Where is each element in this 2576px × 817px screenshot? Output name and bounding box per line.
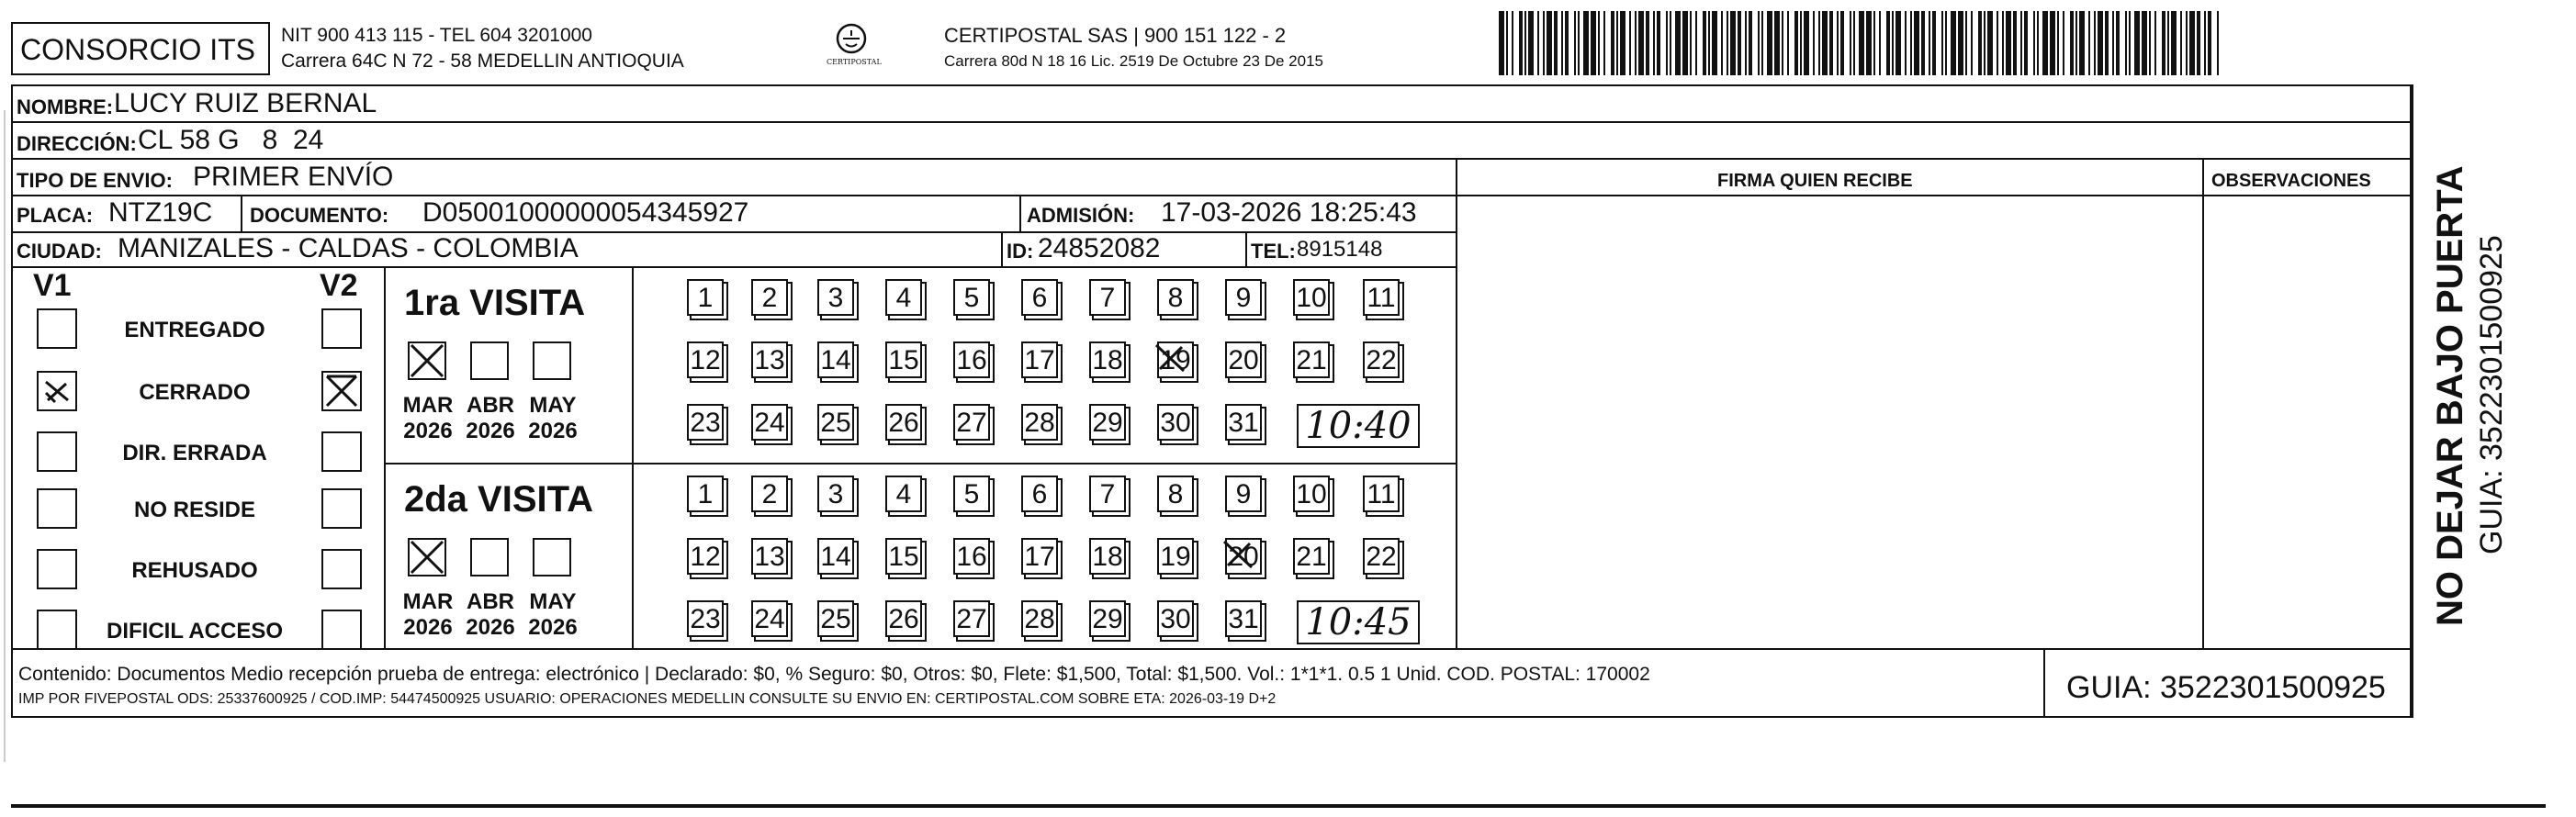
documento-value: D05001000000054345927 (422, 197, 749, 228)
month-checkbox[interactable] (533, 341, 571, 380)
tel-label: TEL: (1251, 240, 1296, 263)
status-label: REHUSADO (131, 558, 258, 583)
check-mark-icon (323, 373, 360, 409)
day-box[interactable]: 26 (885, 600, 922, 637)
day-box[interactable]: 28 (1021, 600, 1058, 637)
v2-checkbox[interactable] (321, 610, 362, 650)
day-box[interactable]: 4 (885, 476, 922, 512)
day-box[interactable]: 16 (953, 341, 990, 378)
day-box[interactable]: 9 (1225, 476, 1262, 512)
month-checkbox[interactable] (470, 341, 509, 380)
firma-label: FIRMA QUIEN RECIBE (1717, 171, 1913, 191)
v1-checkbox[interactable] (37, 431, 77, 472)
v1-checkbox[interactable] (37, 549, 77, 589)
day-box[interactable]: 9 (1225, 279, 1262, 316)
day-box[interactable]: 29 (1089, 404, 1126, 441)
day-box[interactable]: 11 (1363, 279, 1400, 316)
side-title: NO DEJAR BAJO PUERTA (2430, 165, 2470, 626)
day-box[interactable]: 6 (1021, 279, 1058, 316)
day-box[interactable]: 27 (953, 404, 990, 441)
day-box[interactable]: 27 (953, 600, 990, 637)
check-mark-icon (410, 343, 444, 378)
day-box[interactable]: 2 (751, 279, 788, 316)
observaciones-label: OBSERVACIONES (2211, 171, 2371, 191)
status-label: NO RESIDE (133, 498, 256, 522)
logo-text: CERTIPOSTAL (827, 58, 882, 66)
day-box[interactable]: 3 (817, 279, 854, 316)
check-mark-icon (1153, 340, 1189, 376)
admision-label: ADMISIÓN: (1027, 204, 1135, 227)
nombre-value: LUCY RUIZ BERNAL (114, 88, 377, 118)
day-box[interactable]: 21 (1293, 341, 1330, 378)
month-label: MAY 2026 (528, 589, 578, 640)
v2-checkbox[interactable] (321, 308, 362, 349)
status-label: DIFICIL ACCESO (106, 619, 283, 644)
day-box[interactable]: 25 (817, 404, 854, 441)
v1-checkbox[interactable] (37, 488, 77, 529)
day-box[interactable]: 10 (1293, 476, 1330, 512)
id-label: ID: (1007, 240, 1034, 263)
day-box[interactable]: 7 (1089, 279, 1126, 316)
day-box[interactable]: 1 (687, 279, 724, 316)
check-mark-icon (1221, 536, 1257, 573)
placa-value: NTZ19C (108, 197, 213, 228)
month-label: ABR 2026 (466, 589, 515, 640)
day-box[interactable]: 30 (1157, 404, 1194, 441)
day-box[interactable]: 4 (885, 279, 922, 316)
status-label: ENTREGADO (124, 318, 265, 342)
direccion-value: CL 58 G 8 24 (138, 125, 324, 155)
visit-time[interactable]: 10:45 (1297, 600, 1420, 644)
ciudad-label: CIUDAD: (17, 240, 102, 263)
month-label: MAY 2026 (528, 393, 578, 443)
footer-guia: GUIA: 3522301500925 (2066, 670, 2386, 705)
month-label: MAR 2026 (402, 589, 454, 640)
left-edge (4, 110, 6, 762)
day-box[interactable]: 17 (1021, 538, 1058, 575)
day-box[interactable]: 19 (1157, 341, 1194, 378)
check-mark-icon (39, 373, 75, 409)
carrier-license: Carrera 80d N 18 16 Lic. 2519 De Octubre 23 De 2015 (944, 52, 1323, 70)
day-box[interactable]: 10 (1293, 279, 1330, 316)
day-box[interactable]: 15 (885, 538, 922, 575)
day-box[interactable]: 8 (1157, 279, 1194, 316)
day-box[interactable]: 23 (687, 600, 724, 637)
day-box[interactable]: 20 (1225, 538, 1262, 575)
day-box[interactable]: 31 (1225, 600, 1262, 637)
day-box[interactable]: 23 (687, 404, 724, 441)
company-nit: NIT 900 413 115 - TEL 604 3201000 (281, 25, 592, 46)
day-box[interactable]: 30 (1157, 600, 1194, 637)
day-box[interactable]: 20 (1225, 341, 1262, 378)
day-box[interactable]: 7 (1089, 476, 1126, 512)
day-box[interactable]: 21 (1293, 538, 1330, 575)
documento-label: DOCUMENTO: (250, 204, 389, 227)
carrier-name: CERTIPOSTAL SAS | 900 151 122 - 2 (944, 24, 1287, 47)
v1-checkbox[interactable] (37, 610, 77, 650)
day-box[interactable]: 12 (687, 538, 724, 575)
company-address: Carrera 64C N 72 - 58 MEDELLIN ANTIOQUIA (281, 50, 684, 72)
ciudad-value: MANIZALES - CALDAS - COLOMBIA (118, 233, 579, 263)
admision-value: 17-03-2026 18:25:43 (1161, 197, 1417, 228)
v2-checkbox[interactable] (321, 549, 362, 589)
day-box[interactable]: 29 (1089, 600, 1126, 637)
day-box[interactable]: 15 (885, 341, 922, 378)
day-box[interactable]: 22 (1363, 341, 1400, 378)
month-label: MAR 2026 (402, 393, 454, 443)
day-box[interactable]: 6 (1021, 476, 1058, 512)
day-box[interactable]: 26 (885, 404, 922, 441)
day-box[interactable]: 2 (751, 476, 788, 512)
day-box[interactable]: 1 (687, 476, 724, 512)
id-value: 24852082 (1038, 233, 1161, 263)
nombre-label: NOMBRE: (17, 95, 114, 118)
day-box[interactable]: 14 (817, 538, 854, 575)
visit-title: 1ra VISITA (404, 283, 586, 323)
tipo-envio-label: TIPO DE ENVIO: (17, 169, 173, 192)
v1-label: V1 (33, 268, 72, 303)
check-mark-icon (410, 540, 444, 575)
barcode (1499, 11, 2224, 75)
month-label: ABR 2026 (466, 393, 515, 443)
certipostal-logo (827, 20, 882, 75)
month-checkbox[interactable] (533, 538, 571, 576)
v2-label: V2 (320, 268, 358, 303)
footer-line2: IMP POR FIVEPOSTAL ODS: 25337600925 / COD.IMP: 54474500925 USUARIO: OPERACIONES MEDELLIN CONSULTE SU ENVIO EN: CERTIPOSTAL.COM SOBRE ETA: 2026-03-19 D+2 (18, 691, 1277, 707)
day-box[interactable]: 19 (1157, 538, 1194, 575)
day-box[interactable]: 8 (1157, 476, 1194, 512)
tel-value: 8915148 (1297, 237, 1383, 262)
placa-label: PLACA: (17, 204, 94, 227)
day-box[interactable]: 12 (687, 341, 724, 378)
v2-checkbox[interactable] (321, 371, 362, 411)
month-checkbox[interactable] (408, 341, 446, 380)
day-box[interactable]: 16 (953, 538, 990, 575)
status-label: DIR. ERRADA (122, 441, 267, 465)
v2-checkbox[interactable] (321, 488, 362, 529)
barcode-icon (1499, 11, 2224, 75)
day-box[interactable]: 13 (751, 341, 788, 378)
visit-time[interactable]: 10:40 (1297, 404, 1420, 448)
day-box[interactable]: 11 (1363, 476, 1400, 512)
day-box[interactable]: 22 (1363, 538, 1400, 575)
bottom-edge (11, 804, 2546, 808)
company-name: CONSORCIO ITS (20, 33, 256, 66)
footer-line1: Contenido: Documentos Medio recepción prueba de entrega: electrónico | Declarado: $0, % Seguro: $0, Otros: $0, Flete: $1,500, Total: $1,500. Vol.: 1*1*1. 0.5 1 Unid. COD. POSTAL: 170002 (18, 664, 1650, 685)
day-box[interactable]: 24 (751, 404, 788, 441)
day-box[interactable]: 18 (1089, 341, 1126, 378)
visit-title: 2da VISITA (404, 479, 593, 520)
day-box[interactable]: 5 (953, 476, 990, 512)
v1-checkbox[interactable] (37, 308, 77, 349)
day-box[interactable]: 13 (751, 538, 788, 575)
status-label: CERRADO (139, 380, 251, 405)
tipo-envio-value: PRIMER ENVÍO (193, 162, 394, 192)
day-box[interactable]: 14 (817, 341, 854, 378)
day-box[interactable]: 17 (1021, 341, 1058, 378)
day-box[interactable]: 18 (1089, 538, 1126, 575)
day-box[interactable]: 3 (817, 476, 854, 512)
v1-checkbox[interactable] (37, 371, 77, 411)
logo-icon (827, 20, 882, 75)
direccion-label: DIRECCIÓN: (17, 132, 137, 155)
day-box[interactable]: 5 (953, 279, 990, 316)
side-guia: GUIA: 3522301500925 (2474, 235, 2509, 554)
day-box[interactable]: 31 (1225, 404, 1262, 441)
day-box[interactable]: 24 (751, 600, 788, 637)
day-box[interactable]: 28 (1021, 404, 1058, 441)
v2-checkbox[interactable] (321, 431, 362, 472)
day-box[interactable]: 25 (817, 600, 854, 637)
month-checkbox[interactable] (470, 538, 509, 576)
month-checkbox[interactable] (408, 538, 446, 576)
